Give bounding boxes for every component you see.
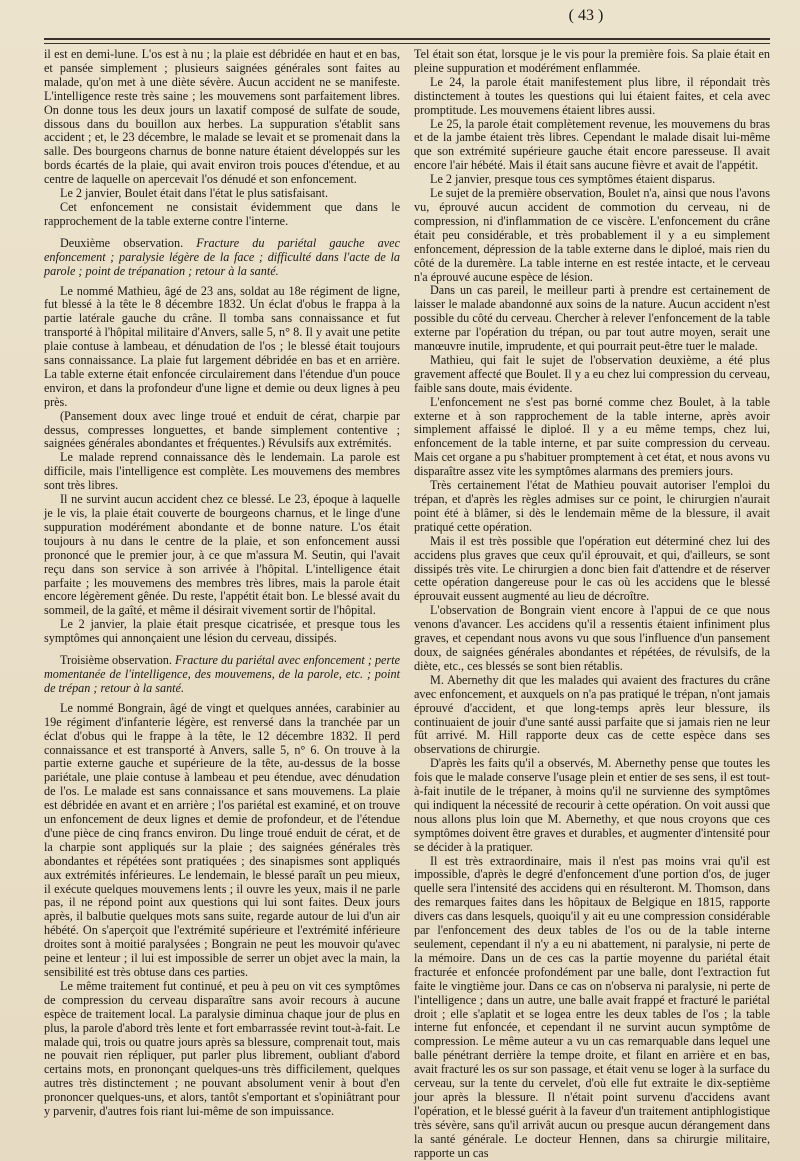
paragraph: Il ne survint aucun accident chez ce blessé. Le 23, époque à laquelle je le vis, la plaie était couverte de bourgeons charnus, et le linge d'une suppuration modérément abondante et de bonne nature. L'os était toujours à nu dans le centre de la plaie, et son enfoncement aussi prononcé que le premier jour, à ce que m'assura M. Seutin, qui l'avait reçu dans son service à son arrivée à l'hôpital. L'intelligence était parfaite ; les mouvemens des membres très libres, mais la parole était encore légèrement gênée. Du reste, l'appétit était bon. Le blessé avait du sommeil, de la gaîté, et même il désirait vivement sortir de l'hôpital.	[44, 492, 400, 618]
paragraph: Le 2 janvier, la plaie était presque cicatrisée, et presque tous les symptômes qui annonçaient une lésion du cerveau, dissipés.	[44, 617, 400, 646]
observation-title: Fracture du pariétal gauche avec enfoncement ; paralysie légère de la face ; difficulté dans l'acte de la parole ; point de trépanation ; retour à la santé.	[44, 235, 400, 278]
page-number: ( 43 )	[568, 7, 604, 24]
paragraph: Le 2 janvier, Boulet était dans l'état le plus satisfaisant.	[60, 186, 329, 201]
paragraph: Cet enfoncement ne consistait évidemment que dans le rapprochement de la table externe contre l'interne.	[44, 199, 400, 228]
paragraph: Mais il est très possible que l'opération eut déterminé chez lui des accidens plus graves que ceux qu'il éprouvait, et qui, d'ailleurs, se sont dissipés très vite. Le chirurgien a donc bien fait d'attendre et de réserver cette opération dangereuse pour le cas où les accidens que le blessé éprouvait eussent augmenté au lieu de décroître.	[414, 533, 770, 604]
paragraph: Le nommé Mathieu, âgé de 23 ans, soldat au 18e régiment de ligne, fut blessé à la tête le 8 décembre 1832. Un éclat d'obus le frappa à la partie latérale gauche du crâne. Il tomba sans connaissance et fut transporté à l'hôpital militaire d'Anvers, salle 5, n° 8. Il y avait une petite plaie contuse à lambeau, et dénudation de l'os ; le blessé était toujours sans connaissance. La plaie fut largement débridée en bas et en arrière. La table externe était enfoncée circulairement dans l'étendue d'un pouce environ, et dans la profondeur d'une ligne et demie ou deux lignes à peu près.	[44, 283, 400, 409]
paragraph: M. Abernethy dit que les malades qui avaient des fractures du crâne avec enfoncement, et auxquels on n'a pas pratiqué le trépan, n'ont jamais éprouvé d'accident, et que long-temps après leur blessure, ils continuaient de jouir d'une santé aussi parfaite que si jamais rien ne leur fût arrivé. M. Hill rapporte deux cas de cette espèce dans ses observations de chirurgie.	[414, 672, 770, 757]
paragraph: Le nommé Bongrain, âgé de vingt et quelques années, carabinier au 19e régiment d'infanterie légère, est renversé dans la tranchée par un éclat d'obus qui le frappe à la tête, le 12 décembre 1832. Il perd connaissance et est transporté à Anvers, salle 5, n° 6. On trouve à la partie externe gauche et supérieure de la tête, au-dessus de la bosse pariétale, une plaie contuse à lambeau et peu étendue, avec dénudation de l'os. Le malade est sans connaissance et sans mouvemens. La plaie est débridée en avant et en arrière ; l'os pariétal est examiné, et on trouve un enfoncement de deux lignes et demie de profondeur, et de l'étendue d'une pièce de cinq francs environ. Du linge troué enduit de cérat, et de la charpie sont appliqués sur la plaie ; des saignées générales très abondantes et répétées sont pratiquées ; des sinapismes sont appliqués aux extrémités inférieures. Le lendemain, le blessé paraît un peu mieux, il exécute quelques mouvemens lents ; il ouvre les yeux, mais il ne parle pas, il ne répond point aux questions qui lui sont faites. Deux jours après, il balbutie quelques mots sans suite, regarde autour de lui d'un air hébété. On s'aperçoit que l'extrémité supérieure et l'extrémité inférieure droites sont à moitié paralysées ; Bongrain ne peut les mouvoir qu'avec peine et lenteur ; il lui est impossible de serrer un objet avec la main, la sensibilité est très obtuse dans ces parties.	[44, 700, 400, 979]
paragraph: (Pansement doux avec linge troué et enduit de cérat, charpie par dessus, compresses longuettes, et bande simplement contentive ; saignées générales abondantes et fréquentes.) Révulsifs aux extrémités.	[44, 408, 400, 451]
observation-heading	[44, 237, 400, 279]
paragraph: il est en demi-lune. L'os est à nu ; la plaie est débridée en haut et en bas, et pansée simplement ; plusieurs saignées générales sont faites au malade, qu'on met à une diète sévère. Aucun accident ne se manifeste. L'intelligence reste très saine ; les mouvemens sont parfaitement libres. On donne tous les deux jours un laxatif composé de sulfate de soude, dissous dans du bouillon aux herbes. La suppuration s'établit sans accident ; et, le 23 décembre, le malade se levait et se promenait dans la salle. Des bourgeons charnus de bonne nature étaient développés sur les bords écartés de la plaie, qui avait environ trois pouces d'étendue, et au centre de laquelle on apercevait l'os dénudé et son enfoncement.	[44, 47, 400, 187]
paragraph: Le malade reprend connaissance dès le lendemain. La parole est difficile, mais l'intelligence est complète. Les mouvemens des membres sont très libres.	[44, 450, 400, 493]
paragraph: Le même traitement fut continué, et peu à peu on vit ces symptômes de compression du cerveau disparaître sans avoir recours à aucune espèce de traitement local. La paralysie diminua chaque jour de plus en plus, la parole d'abord très lente et fort embarrassée revint tout-à-fait. Le malade qui, trois ou quatre jours après sa blessure, comprenait tout, mais ne pouvait rien répliquer, put parler plus librement, oubliant d'abord certains mots, en prononçant quelques-uns très difficilement, quelques autres très distinctement ; ne pouvant absolument venir à bout d'en prononcer quelques-uns, et alors, tantôt s'emportant et s'opiniâtrant pour y parvenir, d'autres fois riant lui-même de son impuissance.	[44, 978, 400, 1119]
paragraph: Le 2 janvier, presque tous ces symptômes étaient disparus.	[430, 172, 716, 187]
left-column	[44, 48, 400, 1161]
observation-heading	[44, 654, 400, 696]
paragraph: Mathieu, qui fait le sujet de l'observation deuxième, a été plus gravement affecté que Boulet. Il y a eu chez lui compression du cerveau, faible sans doute, mais évidente.	[414, 352, 770, 395]
right-column	[414, 48, 770, 1161]
paragraph: D'après les faits qu'il a observés, M. Abernethy pense que toutes les fois que le malade conserve l'usage plein et entier de ses sens, il est tout-à-fait inutile de le trépaner, à moins qu'il ne survienne des symptômes qui indiquent la nécessité de recourir à cette opération. On voit aussi que nous allons plus loin que M. Abernethy, et que nous croyons que ces symptômes doivent être graves et durables, et augmenter d'intensité pour se décider à la pratiquer.	[414, 756, 770, 854]
header-rule	[44, 38, 770, 44]
observation-title: Fracture du pariétal avec enfoncement ; perte momentanée de l'intelligence, des mouvemens, de la parole, etc. ; point de trépan ; retour à la santé.	[44, 653, 401, 695]
paragraph: Le sujet de la première observation, Boulet n'a, ainsi que nous l'avons vu, éprouvé aucun accident de commotion du cerveau, ni de compression, ni d'inflammation de ce viscère. L'enfoncement du crâne était peu considérable, et très probablement il y a eu simplement enfoncement, dépression de la table externe dans le diploé, mais rien du côté de la duremère. La table interne en est restée intacte, et le cerveau n'a éprouvé aucune espèce de lésion.	[414, 186, 770, 284]
paragraph: L'enfoncement ne s'est pas borné comme chez Boulet, à la table externe et à son rapprochement de la table interne, après avoir simplement affaissé le diploé. Il y a eu même temps, chez lui, enfoncement de la table interne, et par suite compression du cerveau. Mais cet organe a pu s'habituer promptement à cet état, et nous avons vu disparaître assez vite les symptômes alarmans des premiers jours.	[414, 394, 770, 479]
text-columns	[44, 48, 770, 1161]
paragraph: L'observation de Bongrain vient encore à l'appui de ce que nous venons d'avancer. Les accidens qu'il a ressentis étaient infiniment plus graves, et cependant nous avons vu que sous l'influence d'un pansement doux, de saignées générales abondantes et répétées, de révulsifs, de la diète, etc., ces blessés se sont bien rétablis.	[414, 603, 770, 673]
paragraph: Le 25, la parole était complètement revenue, les mouvemens du bras et de la jambe étaient très libres. Cependant le malade disait lui-même que son extrémité supérieure gauche était encore paresseuse. Il avait encore l'air hébété. Mais il était sans aucune fièvre et avait de l'appétit.	[414, 116, 770, 173]
paragraph: Très certainement l'état de Mathieu pouvait autoriser l'emploi du trépan, et d'après les règles admises sur ce point, le chirurgien n'aurait point été à blâmer, si dès le lendemain même de la blessure, il avait pratiqué cette opération.	[414, 478, 770, 534]
paragraph: Dans un cas pareil, le meilleur parti à prendre est certainement de laisser le malade abandonné aux soins de la nature. Aucun accident n'est possible du côté du cerveau. Chercher à relever l'enfoncement de la table externe par l'opération du trépan, ou par tout autre moyen, serait une manœuvre inutile, imprudente, et qui pourrait peut-être tuer le malade.	[414, 283, 770, 354]
paragraph: Il est très extraordinaire, mais il n'est pas moins vrai qu'il est impossible, d'après le degré d'enfoncement d'une portion d'os, de juger quelle sera l'intensité des accidens qui en résulteront. M. Thomson, dans des remarques faites dans les hôpitaux de Belgique en 1815, rapporte divers cas dans lesquels, quoiqu'il y ait eu une compression considérable par l'enfoncement des deux tables de l'os ou de la table interne seulement, cependant il n'y a eu ni abattement, ni paralysie, ni perte de la mémoire. Dans un de ces cas la partie moyenne du pariétal était fracturée et enfoncée profondément par une balle, dont l'extraction fut faite le vingtième jour. Dans ce cas on n'observa ni paralysie, ni perte de l'intelligence ; dans un autre, une balle avait frappé et fracturé le pariétal droit ; elle s'aplatit et se logea entre les deux tables de l'os ; la table interne fut enfoncée, et cependant il ne survint aucun symptôme de compression. Le même auteur a vu un cas remarquable dans lequel une balle pénétrant derrière la tempe droite, et filant en arrière et en bas, avait fracturé les os sur son passage, et était venu se loger à la surface du cerveau, sur la tente du cervelet, d'où elle fut extraite le dix-septième jour après la blessure. Il n'était point survenu d'accidens avant l'opération, et le blessé guérit à la faveur d'un traitement antiphlogistique très sévère, sans qu'il arrivât aucun ou presque aucun dérangement dans la santé générale. Le docteur Hennen, dans sa chirurgie militaire, rapporte un cas	[414, 853, 770, 1160]
observation-label: Troisième observation.	[60, 653, 172, 668]
paragraph: Tel était son état, lorsque je le vis pour la première fois. Sa plaie était en pleine suppuration et modérément enflammée.	[414, 47, 770, 75]
observation-label: Deuxième observation.	[60, 235, 184, 250]
paragraph: Le 24, la parole était manifestement plus libre, il répondait très distinctement à toutes les questions qui lui étaient faites, et cela avec promptitude. Les mouvemens étaient libres aussi.	[414, 74, 770, 117]
